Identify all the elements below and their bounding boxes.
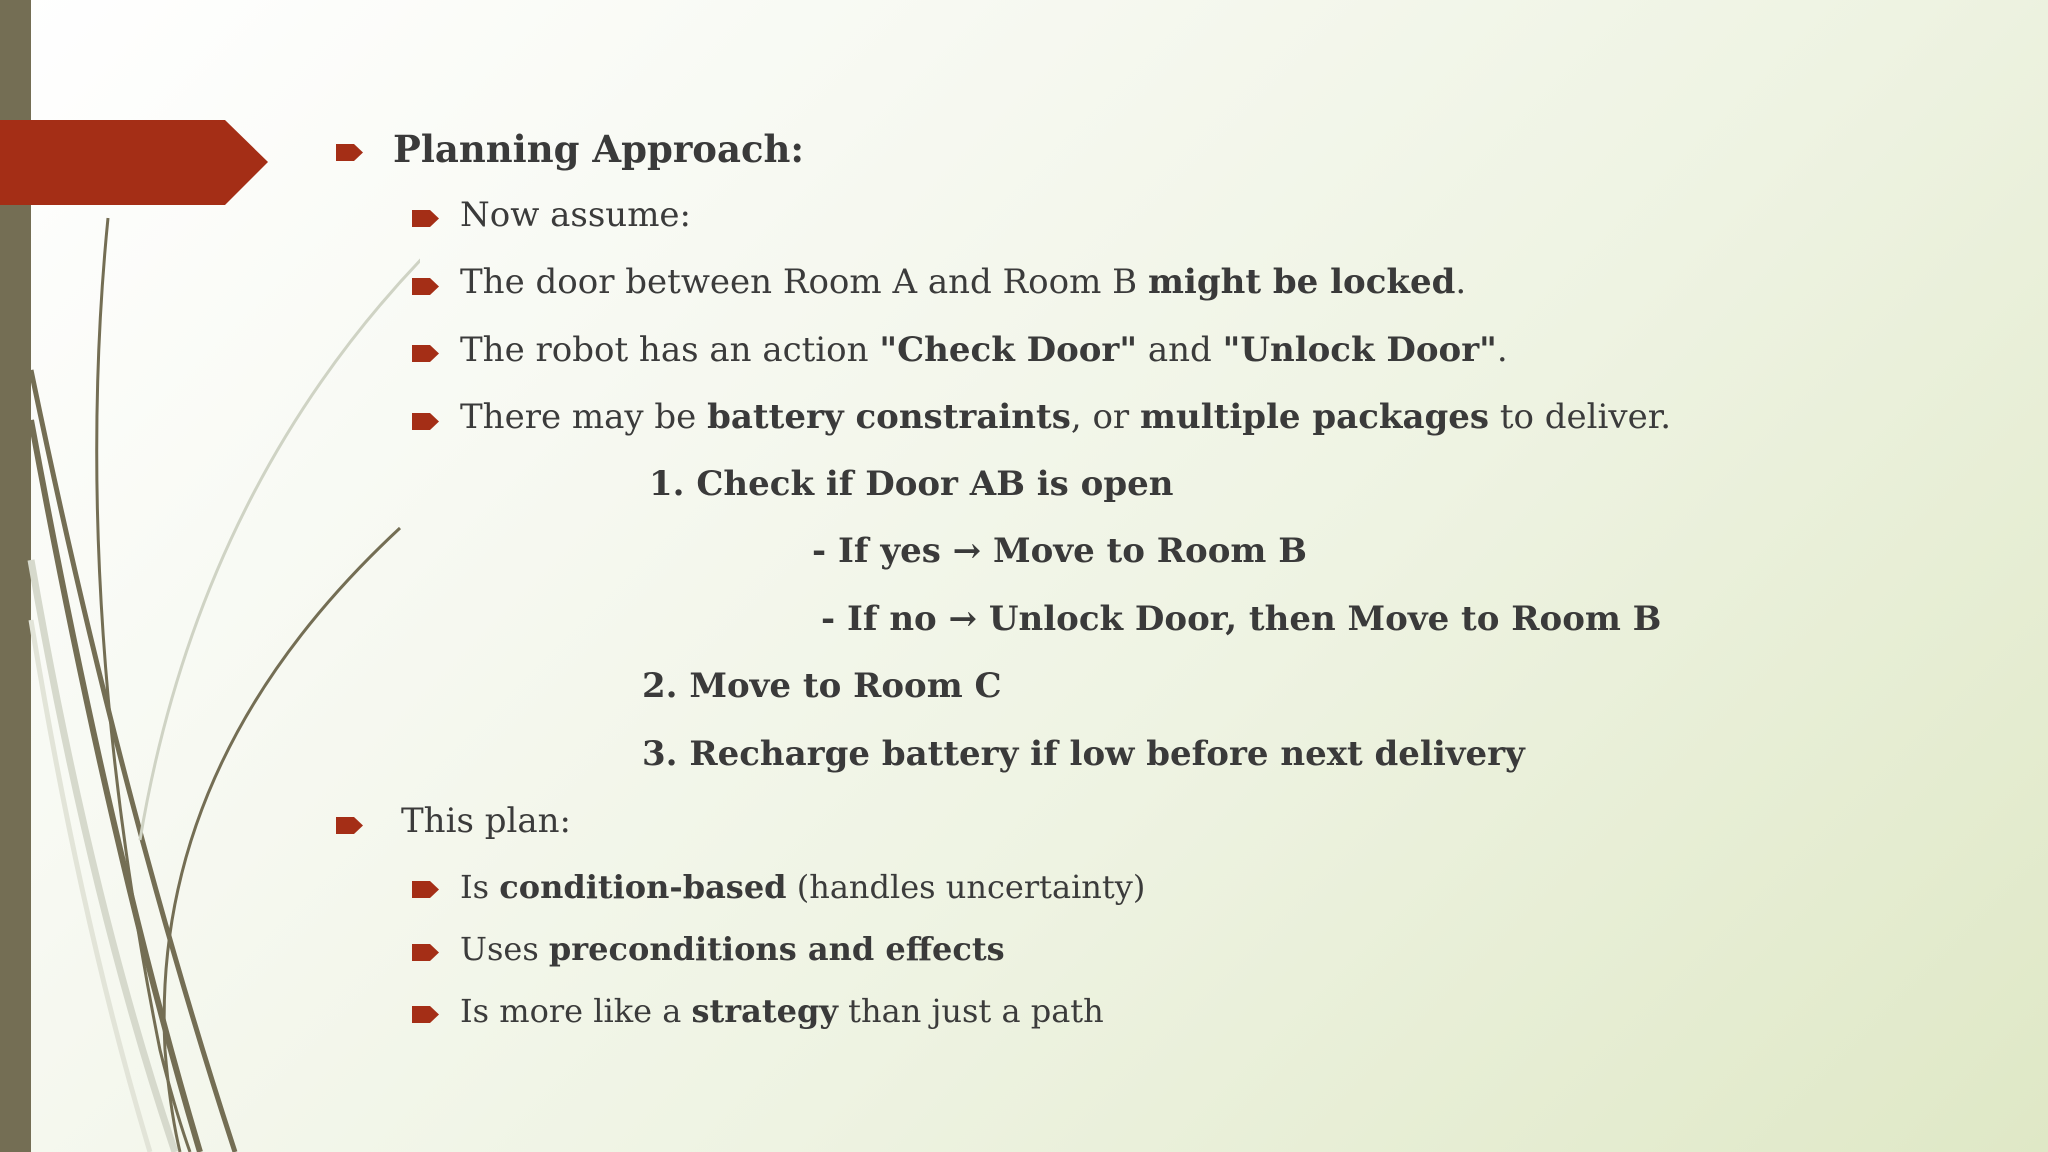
- plan-step-2: 2. Move to Room C: [642, 666, 1002, 706]
- heading-planning-approach: Planning Approach:: [393, 127, 805, 171]
- plan-step-3: 3. Recharge battery if low before next delivery: [642, 734, 1525, 774]
- item-preconditions-effects: Uses preconditions and effects: [460, 930, 1005, 968]
- bullet-arrow-icon: [412, 208, 440, 229]
- bullet-arrow-icon: [412, 879, 440, 900]
- item-condition-based: Is condition-based (handles uncertainty): [460, 868, 1146, 906]
- item-now-assume: Now assume:: [460, 195, 692, 235]
- item-battery-constraints: There may be battery constraints, or multiple packages to deliver.: [460, 397, 1672, 437]
- bullet-arrow-icon: [412, 1004, 440, 1025]
- bullet-arrow-icon: [412, 411, 440, 432]
- heading-this-plan: This plan:: [401, 801, 571, 841]
- item-strategy: Is more like a strategy than just a path: [460, 992, 1104, 1030]
- bullet-arrow-icon: [336, 815, 364, 836]
- bullet-arrow-icon: [412, 942, 440, 963]
- plan-step-1-if-no: - If no → Unlock Door, then Move to Room B: [821, 599, 1662, 639]
- bullet-arrow-icon: [412, 343, 440, 364]
- item-door-locked: The door between Room A and Room B might be locked.: [460, 262, 1467, 302]
- bullet-arrow-icon: [336, 142, 364, 163]
- bullet-arrow-icon: [412, 276, 440, 297]
- plan-step-1: 1. Check if Door AB is open: [649, 464, 1174, 504]
- item-robot-actions: The robot has an action "Check Door" and "Unlock Door".: [460, 330, 1508, 370]
- plan-step-1-if-yes: - If yes → Move to Room B: [812, 531, 1307, 571]
